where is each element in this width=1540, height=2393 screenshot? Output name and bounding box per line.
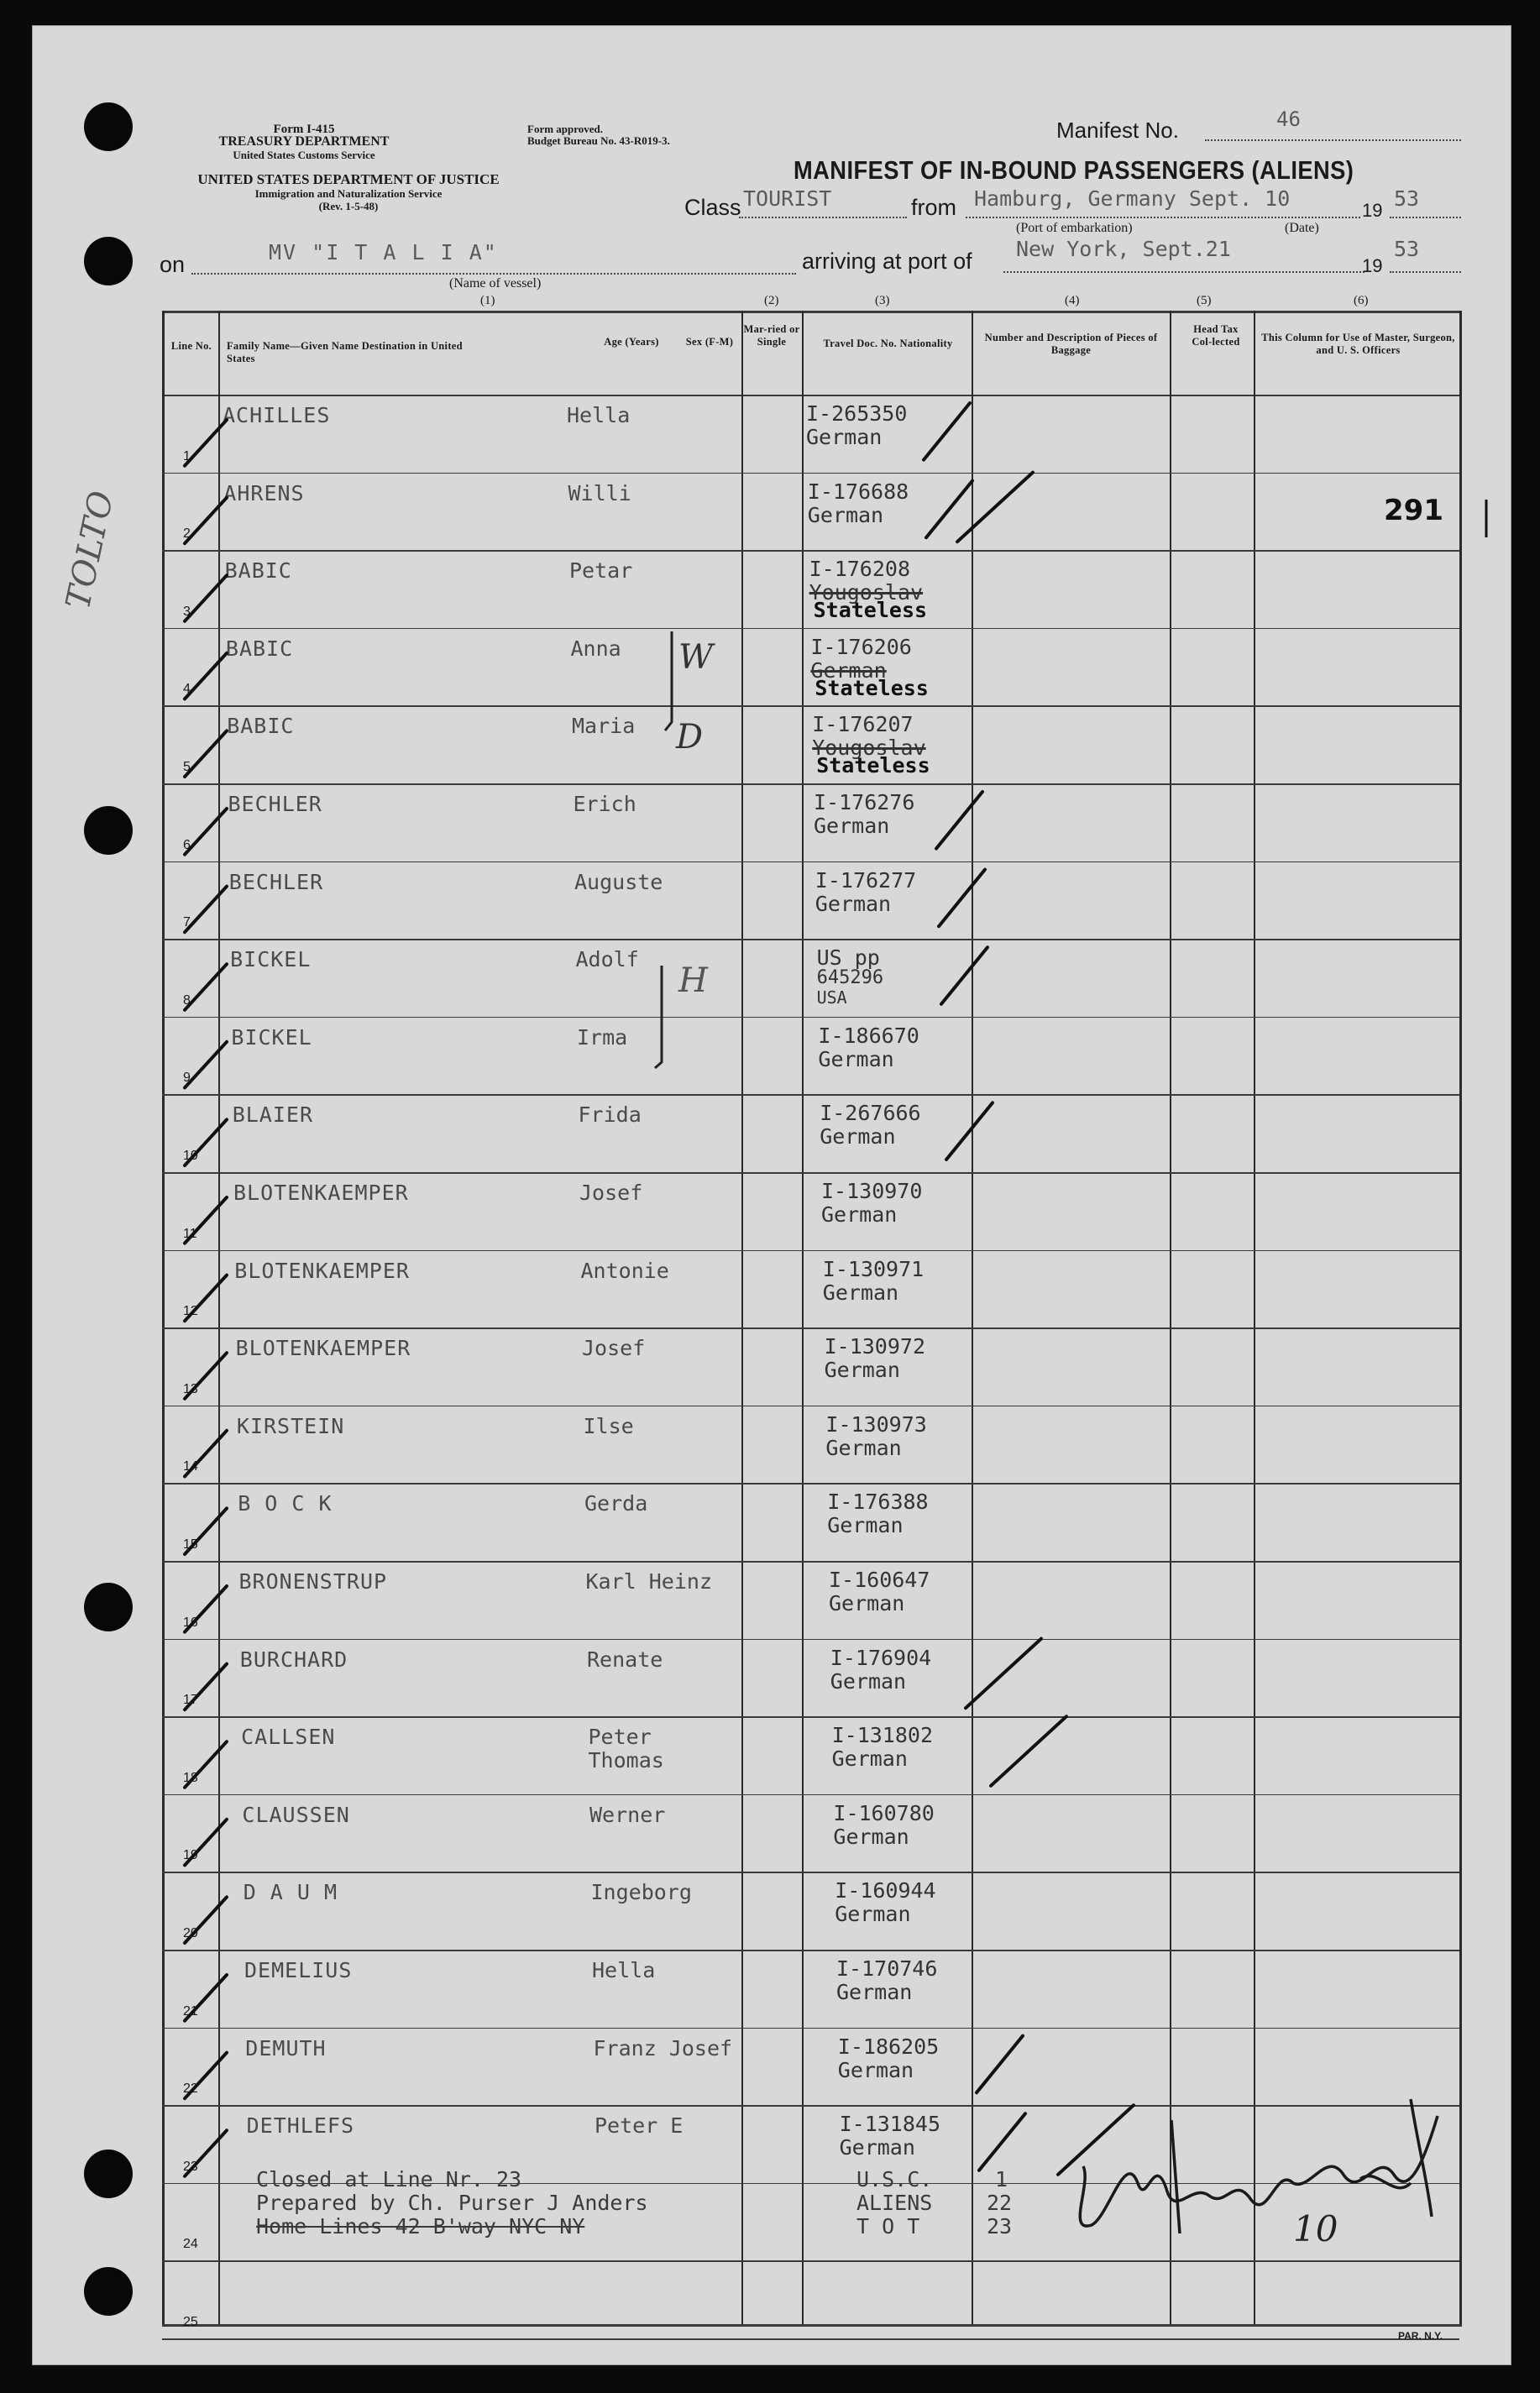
column-number: (5) (1197, 294, 1212, 307)
line-number: 3 (183, 604, 191, 619)
department-of-justice: UNITED STATES DEPARTMENT OF JUSTICE (197, 171, 500, 187)
check-mark-icon (936, 792, 982, 849)
nationality: USA (816, 987, 847, 1008)
line-number: 17 (183, 1693, 198, 1708)
nationality: German (825, 1435, 902, 1460)
from-label: from (911, 195, 956, 220)
usc-count: 1 (995, 2167, 1008, 2191)
column-number: (1) (480, 294, 495, 307)
given-name: Anna (570, 636, 621, 661)
travel-doc-number: I-176276 (814, 790, 915, 814)
travel-doc-number: US pp (816, 945, 880, 971)
check-mark-icon (185, 1042, 227, 1088)
line-number: 1 (183, 448, 191, 463)
header-travel-doc: Travel Doc. No. Nationality (823, 338, 953, 349)
given-name: Adolf (575, 947, 639, 972)
travel-doc-number: I-176206 (810, 634, 912, 659)
vessel-name: MV "I T A L I A" (269, 240, 498, 264)
family-name: ACHILLES (223, 403, 331, 427)
header-married: Mar-ried or Single (743, 323, 800, 348)
nationality: German (833, 1824, 909, 1849)
closing-line-1: Closed at Line Nr. 23 (256, 2167, 522, 2191)
travel-doc-number: I-130973 (825, 1411, 927, 1437)
family-name: BRONENSTRUP (238, 1569, 388, 1594)
family-name: BLOTENKAEMPER (233, 1181, 409, 1205)
aliens-count: 22 (987, 2191, 1013, 2215)
line-number: 2 (183, 526, 191, 542)
check-mark-icon (941, 947, 987, 1004)
family-name: BLOTENKAEMPER (235, 1336, 411, 1361)
nationality-correction: Stateless (815, 675, 929, 700)
check-mark-icon (185, 2053, 227, 2099)
handwritten-ten: 10 (1293, 2208, 1338, 2249)
revision-date: (Rev. 1-5-48) (318, 200, 379, 212)
check-mark-icon (185, 730, 227, 777)
nationality: German (815, 891, 892, 916)
family-name: BICKEL (230, 947, 312, 972)
header-sex: Sex (F-M) (685, 336, 734, 348)
line-number: 15 (183, 1537, 198, 1552)
bracket-babic-icon (665, 631, 672, 730)
given-name: Petar (569, 558, 633, 584)
family-name: BABIC (224, 558, 292, 584)
nationality: German (814, 814, 890, 838)
check-mark-icon (979, 2113, 1025, 2170)
year-prefix: 19 (1362, 200, 1383, 221)
given-name: Auguste (574, 869, 663, 894)
nationality: German (835, 1902, 911, 1927)
nationality-correction: Stateless (816, 753, 930, 778)
check-mark-icon (185, 1820, 227, 1866)
family-name: BLAIER (232, 1102, 313, 1128)
officer-annotation-number: 291 (1384, 494, 1443, 527)
check-mark-icon (946, 1102, 993, 1160)
on-label: on (160, 252, 186, 277)
line-number: 23 (183, 2159, 198, 2174)
family-name: AHRENS (223, 480, 305, 505)
given-name: Ilse (583, 1413, 634, 1438)
given-name: Josef (579, 1181, 643, 1205)
family-name: KIRSTEIN (236, 1413, 345, 1438)
line-number: 7 (183, 915, 191, 930)
line-number: 16 (183, 1615, 198, 1630)
date-caption: (Date) (1285, 221, 1319, 235)
header-line-no: Line No. (170, 340, 212, 352)
header-baggage: Number and Description of Pieces of Baggage (984, 332, 1158, 356)
header-head-tax: Head Tax Col-lected (1192, 323, 1240, 348)
header-name: Family Name—Given Name Destination in United States (227, 340, 463, 364)
form-approved: Form approved. (527, 123, 604, 135)
travel-doc-number: I-160944 (835, 1878, 936, 1903)
vessel-caption: (Name of vessel) (449, 276, 542, 291)
line-number: 9 (183, 1071, 191, 1086)
check-mark-icon (185, 1197, 227, 1244)
family-brackets (655, 631, 672, 1068)
given-name: Frida (578, 1102, 642, 1128)
bracket-letter-h: H (678, 961, 708, 1000)
aliens-label: ALIENS (856, 2191, 933, 2215)
nationality: German (822, 1280, 899, 1305)
manifest-number: 46 (1276, 107, 1301, 131)
given-name: Franz Josef (593, 2035, 733, 2060)
tot-label: T O T (856, 2214, 920, 2239)
check-mark-icon (939, 870, 985, 927)
check-mark-icon (185, 420, 227, 466)
check-mark-icon (185, 498, 227, 544)
check-mark-icon (185, 964, 227, 1010)
given-name-2: Thomas (588, 1748, 664, 1773)
nationality: German (836, 1980, 913, 2004)
check-mark-icon (185, 1741, 227, 1788)
check-mark-icon (185, 1664, 227, 1710)
line-number: 6 (183, 837, 191, 852)
given-name: Peter E (595, 2113, 684, 2139)
nationality: German (824, 1358, 900, 1383)
port-embarkation-caption: (Port of embarkation) (1016, 221, 1133, 235)
nationality: Yougoslav (809, 580, 924, 605)
travel-doc-number: I-130971 (822, 1256, 925, 1281)
officer-signature-icon (1080, 2099, 1438, 2233)
travel-doc-number: I-186205 (837, 2034, 940, 2059)
family-name: BURCHARD (239, 1647, 348, 1672)
nationality: German (831, 1746, 908, 1772)
manifest-no-label: Manifest No. (1056, 118, 1179, 143)
travel-doc-number: I-267666 (820, 1101, 921, 1126)
family-name: DEMUTH (245, 2035, 327, 2060)
family-name: BLOTENKAEMPER (234, 1258, 410, 1283)
given-name: Peter (588, 1725, 652, 1750)
line-number: 14 (183, 1459, 198, 1474)
check-mark-icon (185, 1119, 227, 1165)
given-name: Hella (567, 403, 631, 427)
page-title: MANIFEST OF IN-BOUND PASSENGERS (ALIENS) (794, 155, 1354, 185)
nationality: German (827, 1513, 904, 1538)
line-number: 10 (183, 1149, 198, 1163)
given-name: Ingeborg (590, 1880, 692, 1905)
column-number: (4) (1065, 294, 1080, 307)
line-number: 4 (183, 682, 191, 697)
year-prefix-2: 19 (1362, 255, 1383, 276)
check-mark-icon (185, 1353, 227, 1399)
column-number: (3) (875, 294, 890, 307)
family-name: B O C K (238, 1491, 333, 1516)
line-number: 11 (183, 1226, 197, 1241)
family-name: BECHLER (228, 869, 324, 894)
line-number: 18 (183, 1770, 198, 1785)
nationality: German (829, 1591, 905, 1615)
given-name: Irma (577, 1024, 628, 1050)
family-name: CLAUSSEN (242, 1802, 350, 1827)
year-2: 53 (1394, 237, 1420, 261)
given-name: Antonie (580, 1258, 669, 1283)
from-value: Hamburg, Germany Sept. 10 (974, 186, 1291, 211)
family-name: DETHLEFS (246, 2113, 355, 2139)
nationality: German (818, 1046, 894, 1071)
nationality: Yougoslav (812, 736, 926, 761)
family-name: BABIC (225, 636, 294, 661)
treasury-department: TREASURY DEPARTMENT (218, 134, 390, 149)
arrival-value: New York, Sept.21 (1016, 237, 1231, 261)
given-name: Renate (587, 1647, 663, 1672)
check-marks (185, 403, 1134, 2176)
form-number: Form I-415 (273, 123, 335, 136)
nationality: German (806, 425, 883, 449)
usc-label: U.S.C. (856, 2167, 933, 2191)
year-1: 53 (1394, 186, 1420, 211)
check-mark-icon (185, 575, 227, 621)
nationality: German (839, 2135, 915, 2160)
travel-doc-number: I-176688 (807, 479, 909, 504)
line-number: 24 (183, 2237, 198, 2252)
bracket-bickel-icon (655, 966, 662, 1068)
line-number: 8 (183, 992, 191, 1008)
travel-doc-number-2: 645296 (816, 967, 884, 989)
family-name: BICKEL (231, 1024, 312, 1050)
travel-doc-number: I-130970 (821, 1179, 923, 1203)
check-mark-icon (926, 481, 972, 538)
travel-doc-number: I-176207 (812, 712, 914, 737)
given-name: Erich (573, 792, 636, 816)
travel-doc-number: I-131802 (831, 1723, 934, 1748)
line-number: 12 (183, 1304, 198, 1319)
arriving-label: arriving at port of (802, 249, 972, 274)
travel-doc-number: I-176904 (830, 1645, 932, 1670)
line-number: 25 (183, 2315, 198, 2329)
travel-doc-number: I-176208 (809, 557, 911, 582)
class-value: TOURIST (743, 186, 832, 211)
line-number: 13 (183, 1381, 198, 1396)
nationality: German (837, 2057, 914, 2082)
travel-doc-number: I-186670 (818, 1023, 919, 1048)
budget-bureau: Budget Bureau No. 43-R019-3. (527, 134, 670, 147)
check-mark-icon (185, 1897, 227, 1943)
check-mark-icon (924, 403, 970, 460)
class-label: Class (684, 195, 741, 220)
immigration-service: Immigration and Naturalization Service (254, 187, 443, 200)
line-number: 22 (183, 2081, 198, 2097)
family-name: BABIC (227, 714, 295, 739)
nationality: German (821, 1202, 898, 1227)
family-name: D A U M (243, 1880, 338, 1905)
travel-doc-number: I-176277 (815, 867, 917, 893)
family-name: BECHLER (228, 792, 322, 816)
given-name: Karl Heinz (585, 1569, 713, 1594)
bracket-letter-d: D (676, 718, 704, 757)
line-number: 21 (183, 2003, 198, 2019)
nationality-correction: Stateless (813, 598, 928, 623)
travel-doc-number: I-130972 (824, 1334, 926, 1359)
header-age: Age (Years) (604, 336, 659, 348)
check-mark-icon (185, 1275, 227, 1322)
line-number: 5 (183, 760, 191, 774)
check-mark-icon (1058, 2105, 1134, 2175)
family-name: DEMELIUS (244, 1958, 353, 1982)
nationality: German (810, 657, 887, 683)
closing-line-3: Home Lines 42 B'way NYC NY (256, 2214, 585, 2239)
column-number: (2) (764, 294, 779, 307)
line-number: 19 (183, 1848, 198, 1863)
header-officers: This Column for Use of Master, Surgeon, and U. S. Officers (1261, 332, 1455, 356)
travel-doc-number: I-131845 (839, 2112, 941, 2137)
travel-doc-number: I-176388 (827, 1490, 929, 1515)
closing-line-2: Prepared by Ch. Purser J Anders (256, 2191, 648, 2215)
travel-doc-number: I-160780 (833, 1800, 935, 1825)
nationality: German (820, 1124, 896, 1149)
check-mark-icon (185, 1431, 227, 1477)
check-mark-icon (966, 1639, 1041, 1709)
check-mark-icon (977, 2036, 1023, 2093)
given-name: Hella (592, 1958, 656, 1982)
line-number: 20 (183, 1926, 198, 1940)
given-name: Maria (572, 714, 636, 739)
check-mark-icon (185, 1975, 227, 2021)
check-mark-icon (185, 2130, 227, 2176)
nationality: German (830, 1668, 907, 1694)
check-mark-icon (185, 1586, 227, 1632)
check-mark-icon (991, 1716, 1066, 1786)
family-name: CALLSEN (241, 1725, 336, 1750)
given-name: Josef (582, 1336, 646, 1361)
customs-service: United States Customs Service (233, 149, 375, 161)
check-mark-icon (185, 1508, 227, 1554)
printer-mark: PAR. N.Y. (1398, 2330, 1443, 2342)
check-mark-icon (185, 887, 227, 933)
check-mark-icon (185, 809, 227, 855)
given-name: Gerda (584, 1491, 648, 1516)
nationality: German (807, 502, 884, 527)
given-name: Willi (568, 480, 631, 505)
tot-count: 23 (987, 2214, 1013, 2239)
travel-doc-number: I-170746 (836, 1956, 938, 1981)
column-number: (6) (1354, 294, 1369, 307)
check-mark-icon (185, 653, 227, 699)
given-name: Werner (589, 1802, 666, 1827)
bracket-letter-w: W (678, 638, 714, 677)
travel-doc-number: I-160647 (829, 1568, 930, 1592)
travel-doc-number: I-265350 (806, 401, 908, 426)
margin-pencil-note: TOLTO (59, 487, 122, 613)
